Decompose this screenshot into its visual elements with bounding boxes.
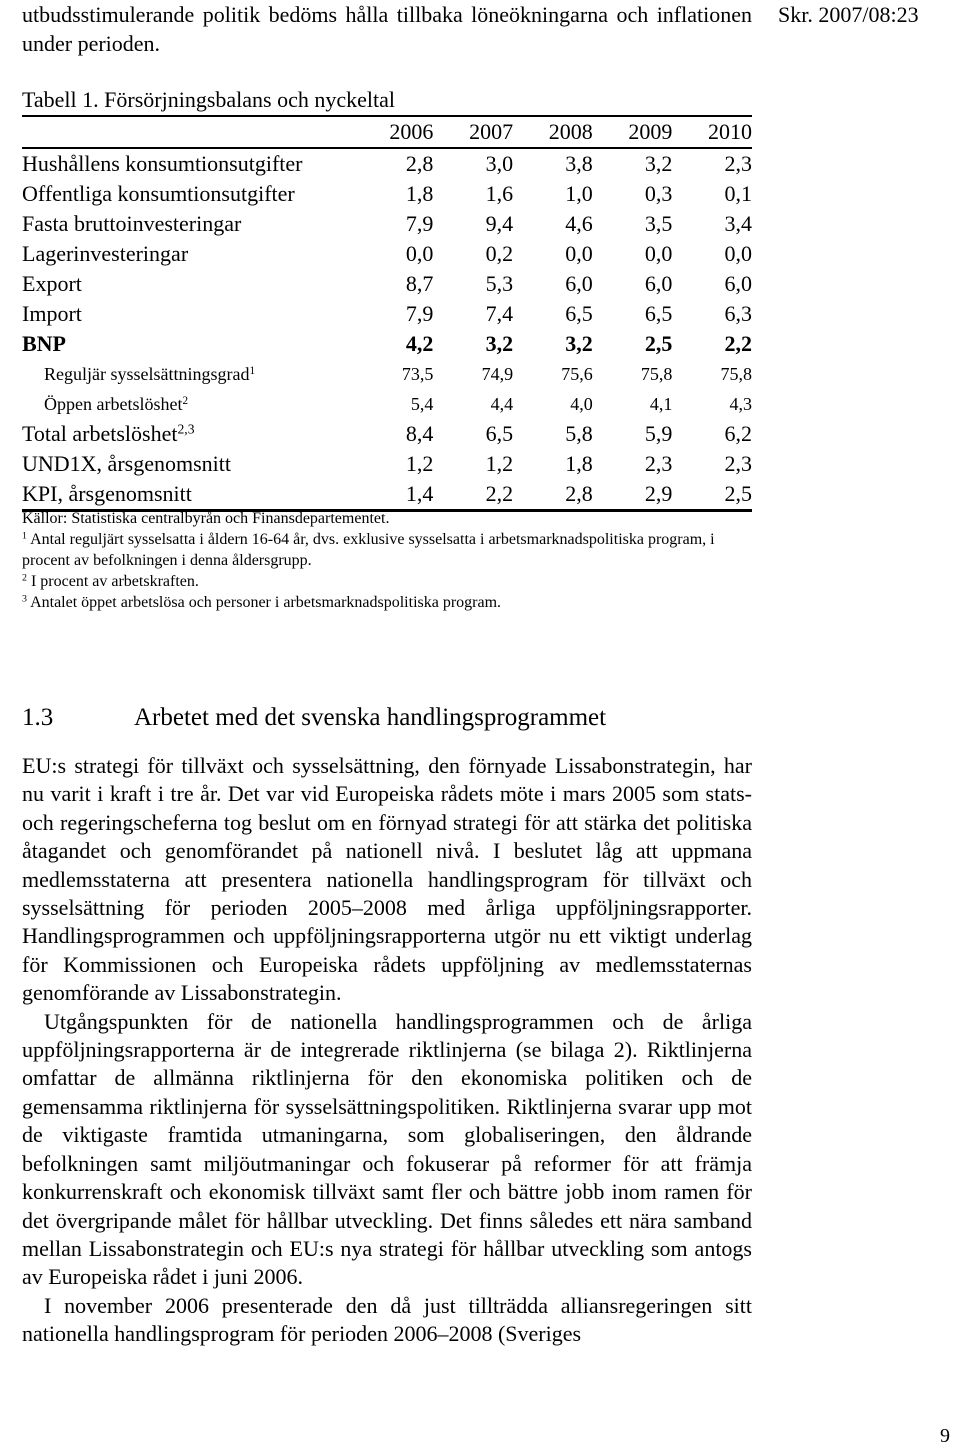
table-row: [22, 269, 752, 299]
row-label: [22, 359, 354, 389]
footnote: [22, 571, 752, 592]
row-label-text: KPI, årsgenomsnitt: [22, 481, 192, 506]
year-header: 2008: [548, 119, 593, 144]
row-label: [22, 269, 354, 299]
table-header-label: [22, 116, 354, 148]
row-label: [22, 479, 354, 511]
footnote-reference: 2,3: [177, 421, 195, 437]
table-cell: 0,0: [724, 241, 752, 266]
table-cell: 3,2: [565, 331, 593, 356]
table-header-row: [22, 116, 752, 148]
table-cell: 3,0: [485, 151, 514, 176]
table-cell: 5,4: [410, 393, 434, 414]
table-row: [22, 329, 752, 359]
section-number: 1.3: [22, 704, 54, 731]
row-label: [22, 148, 354, 179]
table-cell: 7,9: [405, 301, 434, 326]
section-title: Arbetet med det svenska handlingsprogrammet: [134, 704, 607, 731]
supply-balance-table: [22, 115, 752, 512]
footnote-text: Antal reguljärt sysselsatta i åldern 16-64 år, dvs. exklusive sysselsatta i arbetsmarknadspolitiska program, i procent av befolkningen i denna åldersgrupp.: [22, 531, 715, 569]
table-cell: 3,4: [724, 211, 752, 236]
table-cell: 74,9: [481, 363, 514, 384]
footnote-marker: 3: [22, 593, 27, 605]
intro-text: utbudsstimulerande politik bedöms hålla tillbaka löneökningarna och inflationen under perioden.: [22, 2, 752, 56]
table-cell: 6,2: [724, 421, 752, 446]
row-label-text: UND1X, årsgenomsnitt: [22, 451, 231, 476]
table-source: Källor: Statistiska centralbyrån och Finansdepartementet.: [22, 510, 390, 527]
table-row: [22, 389, 752, 419]
paragraph: I november 2006 presenterade den då just tillträdda alliansregeringen sitt nationella handlingsprogram för perioden 2006–2008 (Sveriges: [22, 1292, 752, 1347]
table-row: [22, 299, 752, 329]
table-row: [22, 479, 752, 511]
table-cell: 5,8: [565, 421, 593, 446]
table-cell: 75,8: [720, 363, 752, 384]
table-row: [22, 419, 752, 449]
body-text: [22, 752, 752, 1349]
table-row: [22, 359, 752, 389]
row-label: [22, 389, 354, 419]
table-body: [22, 148, 752, 511]
table-cell: 6,0: [724, 271, 752, 296]
row-label: [22, 299, 354, 329]
row-label: [22, 179, 354, 209]
row-label-text: Export: [22, 271, 82, 296]
footnote-reference: 2: [182, 394, 189, 407]
table-cell: 4,6: [565, 211, 593, 236]
table-cell: 4,3: [729, 393, 752, 414]
table-cell: 2,8: [565, 481, 593, 506]
row-label-text: Offentliga konsumtionsutgifter: [22, 181, 295, 206]
table-cell: 75,8: [640, 363, 673, 384]
table-cell: 4,0: [570, 393, 593, 414]
table-cell: 6,0: [644, 271, 673, 296]
year-header: 2007: [469, 119, 514, 144]
table-cell: 2,2: [724, 331, 752, 356]
row-label: [22, 239, 354, 269]
table-cell: 1,4: [405, 481, 434, 506]
footnote-text: I procent av arbetskraften.: [30, 573, 199, 590]
table-cell: 4,1: [649, 393, 673, 414]
year-header: 2009: [628, 119, 673, 144]
table-cell: 2,3: [644, 451, 673, 476]
row-label-text: Öppen arbetslöshet: [44, 393, 183, 414]
table-cell: 3,2: [485, 331, 514, 356]
table-cell: 6,5: [644, 301, 673, 326]
table-cell: 4,2: [405, 331, 434, 356]
footnote-text: Antalet öppet arbetslösa och personer i arbetsmarknadspolitiska program.: [30, 594, 502, 611]
table-cell: 0,2: [485, 241, 514, 266]
row-label: [22, 329, 354, 359]
table-cell: 1,0: [565, 181, 593, 206]
section-heading: [22, 702, 606, 734]
table-row: [22, 179, 752, 209]
row-label: [22, 449, 354, 479]
table-cell: 0,3: [644, 181, 673, 206]
table-cell: 1,2: [485, 451, 514, 476]
table-cell: 9,4: [485, 211, 514, 236]
table-cell: 3,8: [565, 151, 593, 176]
table-row: [22, 449, 752, 479]
paragraph: EU:s strategi för tillväxt och sysselsättning, den förnyade Lissabonstrategin, har nu varit i kraft i tre år. Det var vid Europeiska rådets möte i mars 2005 som stats- och regeringscheferna tog beslut om en förnyad strategi för att stärka det politiska åtagandet och genomförandet på nationell nivå. I beslutet låg att uppmana medlemsstaterna att presentera nationella handlingsprogram för tillväxt och sysselsättning för perioden 2005–2008 med årliga uppföljningsrapporter. Handlingsprogrammen och uppföljningsrapporterna utgör nu ett viktigt underlag för Kommissionen och Europeiska rådets uppföljning av medlemsstaternas genomförande av Lissabonstrategin.: [22, 753, 752, 1006]
page-number: 9: [940, 1425, 950, 1447]
document-reference: Skr. 2007/08:23: [778, 2, 919, 27]
table-cell: 1,8: [565, 451, 593, 476]
table-cell: 6,3: [724, 301, 752, 326]
footnote: [22, 592, 752, 613]
footnote-marker: 2: [22, 572, 27, 584]
table-cell: 2,5: [644, 331, 673, 356]
year-header: 2006: [389, 119, 434, 144]
table-row: [22, 239, 752, 269]
table-row: [22, 209, 752, 239]
table-notes: [22, 508, 752, 613]
row-label-text: Fasta bruttoinvesteringar: [22, 211, 242, 236]
table-caption: Tabell 1. Försörjningsbalans och nyckeltal: [22, 87, 395, 112]
row-label-text: Hushållens konsumtionsutgifter: [22, 151, 303, 176]
table-cell: 1,2: [405, 451, 434, 476]
row-label: [22, 419, 354, 449]
table-cell: 7,4: [485, 301, 514, 326]
table-cell: 6,5: [485, 421, 514, 446]
table-cell: 1,6: [485, 181, 514, 206]
table-row: [22, 148, 752, 179]
table-cell: 2,3: [724, 451, 752, 476]
table-cell: 2,5: [724, 481, 752, 506]
table-cell: 0,0: [405, 241, 434, 266]
paragraph: Utgångspunkten för de nationella handlingsprogrammen och de årliga uppföljningsrapporterna är de integrerade riktlinjerna (se bilaga 2). Riktlinjerna omfattar de allmänna riktlinjerna för den ekonomiska politiken och de gemensamma riktlinjerna för sysselsättningspolitiken. Riktlinjerna svarar upp mot de viktigaste framtida utmaningarna, som globaliseringen, den åldrande befolkningen samt miljöutmaningar och fokuserar på reformer för att främja konkurrenskraft och ekonomisk tillväxt samt fler och bättre jobb inom ramen för det övergripande målet för hållbar utveckling. Det finns således ett nära samband mellan Lissabonstrategin och EU:s nya strategi för hållbar utveckling som antogs av Europeiska rådet i juni 2006.: [22, 1008, 752, 1290]
footnote: [22, 529, 752, 571]
row-label-text: BNP: [22, 331, 66, 356]
table-cell: 8,4: [405, 421, 434, 446]
table-cell: 3,5: [644, 211, 673, 236]
footnote-reference: 1: [249, 364, 256, 377]
year-header: 2010: [708, 119, 752, 144]
table-cell: 0,1: [724, 181, 752, 206]
table-cell: 2,2: [485, 481, 514, 506]
table-cell: 3,2: [644, 151, 673, 176]
footnote-marker: 1: [22, 530, 27, 542]
row-label-text: Reguljär sysselsättningsgrad: [44, 363, 250, 384]
table-cell: 6,5: [565, 301, 593, 326]
table-cell: 75,6: [561, 363, 593, 384]
table-cell: 1,8: [405, 181, 434, 206]
row-label-text: Lagerinvesteringar: [22, 241, 189, 266]
table-cell: 2,9: [644, 481, 673, 506]
table-cell: 4,4: [490, 393, 514, 414]
row-label-text: Import: [22, 301, 82, 326]
table-cell: 7,9: [405, 211, 434, 236]
table-cell: 2,3: [724, 151, 752, 176]
row-label-text: Total arbetslöshet: [22, 421, 178, 446]
table-cell: 2,8: [405, 151, 434, 176]
table-cell: 6,0: [565, 271, 593, 296]
row-label: [22, 209, 354, 239]
table-cell: 8,7: [405, 271, 434, 296]
table-cell: 0,0: [644, 241, 673, 266]
table-cell: 5,9: [644, 421, 673, 446]
table-cell: 73,5: [401, 363, 434, 384]
table-cell: 5,3: [485, 271, 514, 296]
table-cell: 0,0: [565, 241, 593, 266]
